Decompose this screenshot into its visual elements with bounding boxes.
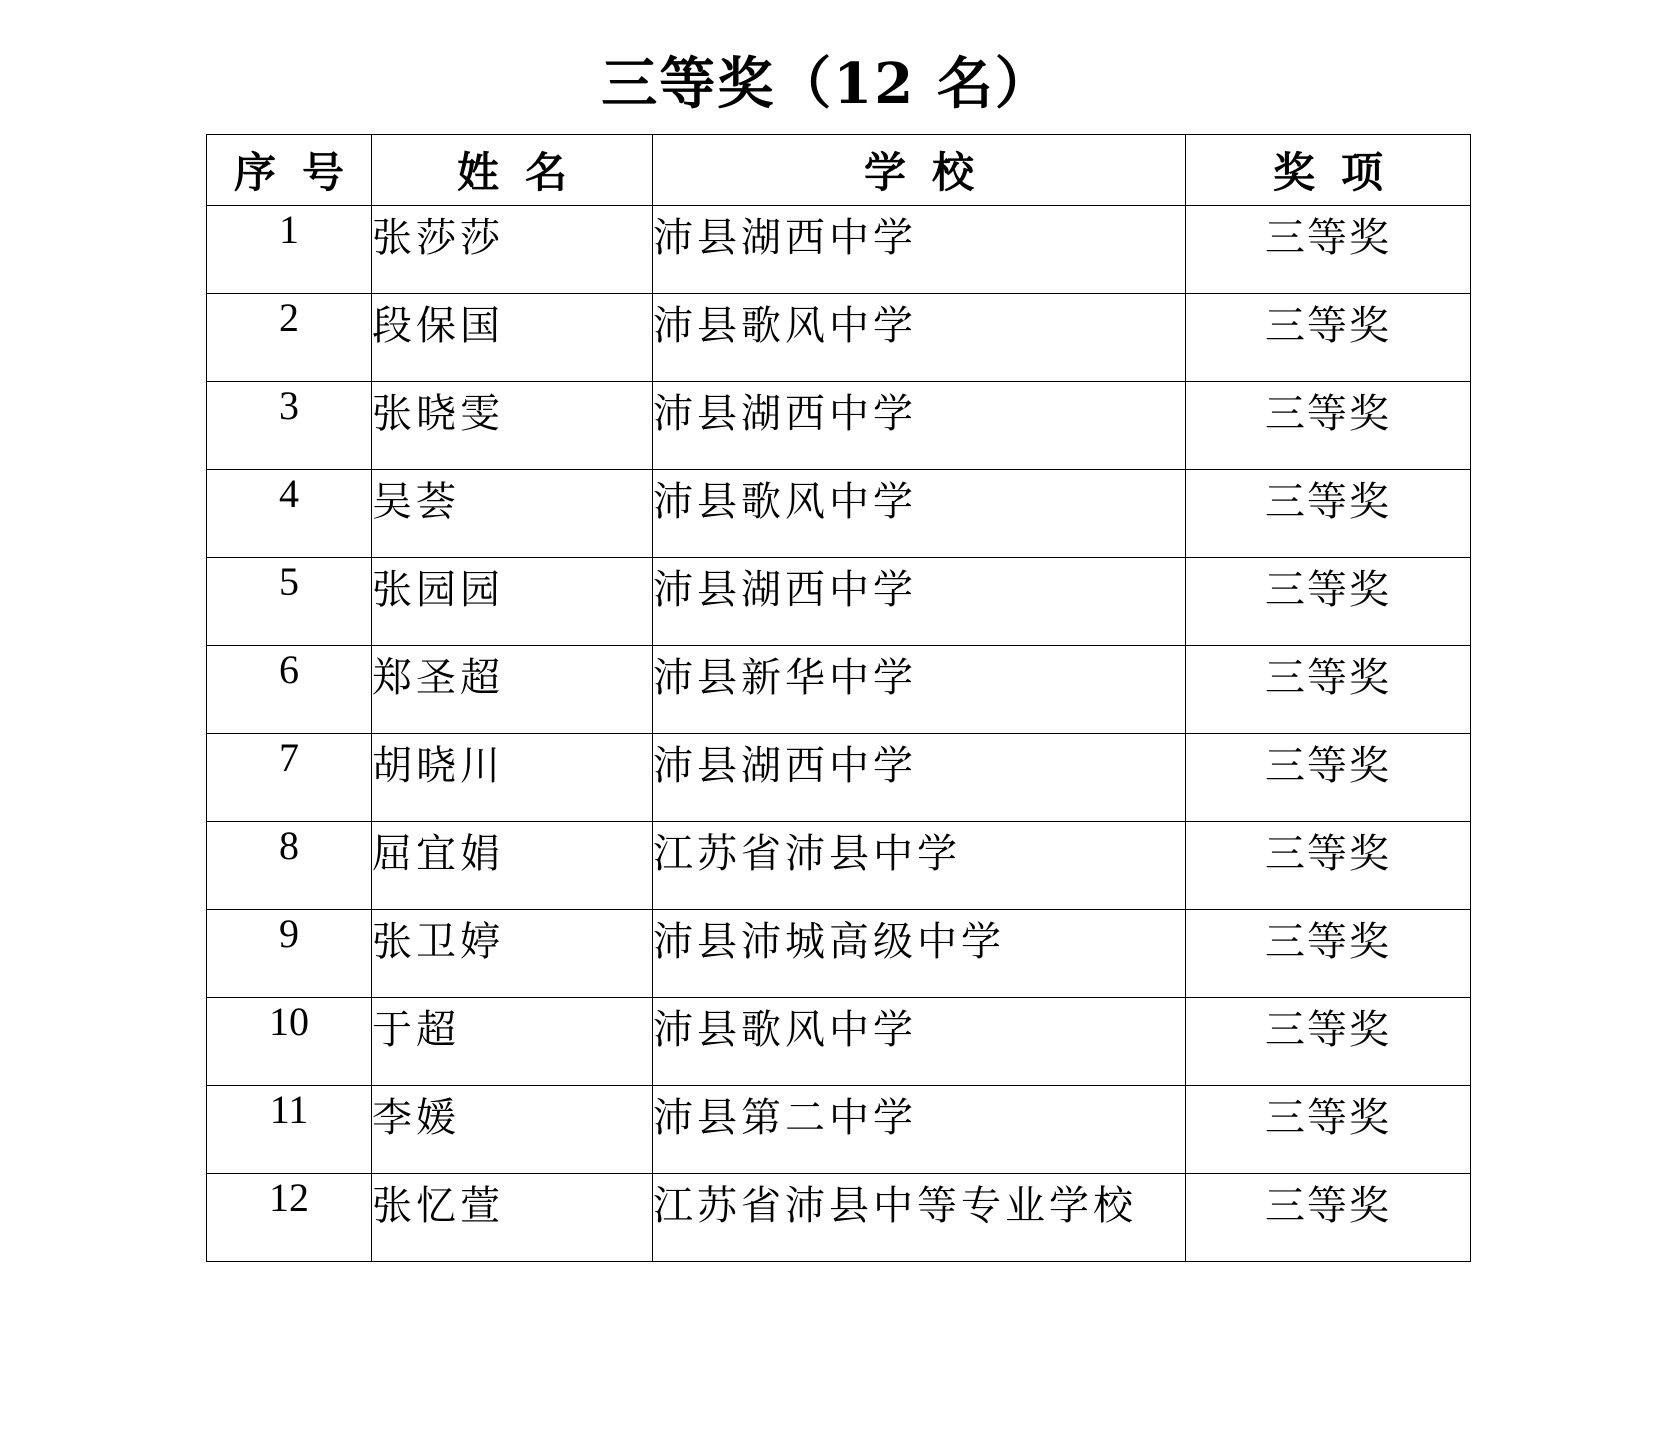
row-index: 11 <box>207 1086 372 1174</box>
row-name: 段保国 <box>372 294 653 382</box>
row-award: 三等奖 <box>1186 294 1471 382</box>
header-school: 学校 <box>653 135 1186 206</box>
row-school: 沛县湖西中学 <box>653 382 1186 470</box>
row-index: 2 <box>207 294 372 382</box>
row-award: 三等奖 <box>1186 558 1471 646</box>
row-award: 三等奖 <box>1186 646 1471 734</box>
row-award: 三等奖 <box>1186 1086 1471 1174</box>
row-award: 三等奖 <box>1186 382 1471 470</box>
header-index: 序号 <box>207 135 372 206</box>
row-award: 三等奖 <box>1186 1174 1471 1262</box>
row-award: 三等奖 <box>1186 910 1471 998</box>
row-index: 8 <box>207 822 372 910</box>
row-index: 1 <box>207 206 372 294</box>
row-name: 吴荟 <box>372 470 653 558</box>
table-row <box>207 470 1471 558</box>
row-school: 江苏省沛县中等专业学校 <box>653 1174 1186 1262</box>
row-award: 三等奖 <box>1186 998 1471 1086</box>
row-name: 张园园 <box>372 558 653 646</box>
row-index: 4 <box>207 470 372 558</box>
row-name: 张晓雯 <box>372 382 653 470</box>
row-name: 张卫婷 <box>372 910 653 998</box>
row-award: 三等奖 <box>1186 822 1471 910</box>
row-index: 10 <box>207 998 372 1086</box>
row-index: 7 <box>207 734 372 822</box>
row-award: 三等奖 <box>1186 734 1471 822</box>
row-school: 沛县新华中学 <box>653 646 1186 734</box>
table-row <box>207 1086 1471 1174</box>
page-title: 三等奖（12 名） <box>601 51 1053 117</box>
row-name: 李媛 <box>372 1086 653 1174</box>
table-row <box>207 910 1471 998</box>
row-index: 3 <box>207 382 372 470</box>
row-name: 郑圣超 <box>372 646 653 734</box>
row-name: 于超 <box>372 998 653 1086</box>
row-name: 胡晓川 <box>372 734 653 822</box>
table-row <box>207 206 1471 294</box>
row-award: 三等奖 <box>1186 206 1471 294</box>
row-school: 沛县第二中学 <box>653 1086 1186 1174</box>
table-row <box>207 734 1471 822</box>
row-school: 沛县湖西中学 <box>653 558 1186 646</box>
row-index: 6 <box>207 646 372 734</box>
header-award: 奖项 <box>1186 135 1471 206</box>
row-school: 沛县歌风中学 <box>653 294 1186 382</box>
table-row <box>207 822 1471 910</box>
row-index: 5 <box>207 558 372 646</box>
row-index: 9 <box>207 910 372 998</box>
row-name: 张莎莎 <box>372 206 653 294</box>
header-name: 姓名 <box>372 135 653 206</box>
row-name: 屈宜娟 <box>372 822 653 910</box>
row-name: 张忆萱 <box>372 1174 653 1262</box>
row-school: 沛县湖西中学 <box>653 206 1186 294</box>
table-row <box>207 294 1471 382</box>
row-school: 江苏省沛县中学 <box>653 822 1186 910</box>
row-school: 沛县沛城高级中学 <box>653 910 1186 998</box>
table-row <box>207 646 1471 734</box>
row-school: 沛县歌风中学 <box>653 470 1186 558</box>
row-award: 三等奖 <box>1186 470 1471 558</box>
awards-table <box>206 134 1471 1262</box>
table-row <box>207 998 1471 1086</box>
row-school: 沛县歌风中学 <box>653 998 1186 1086</box>
table-row <box>207 558 1471 646</box>
row-index: 12 <box>207 1174 372 1262</box>
row-school: 沛县湖西中学 <box>653 734 1186 822</box>
table-row <box>207 1174 1471 1262</box>
table-row <box>207 382 1471 470</box>
header-row <box>207 135 1471 206</box>
